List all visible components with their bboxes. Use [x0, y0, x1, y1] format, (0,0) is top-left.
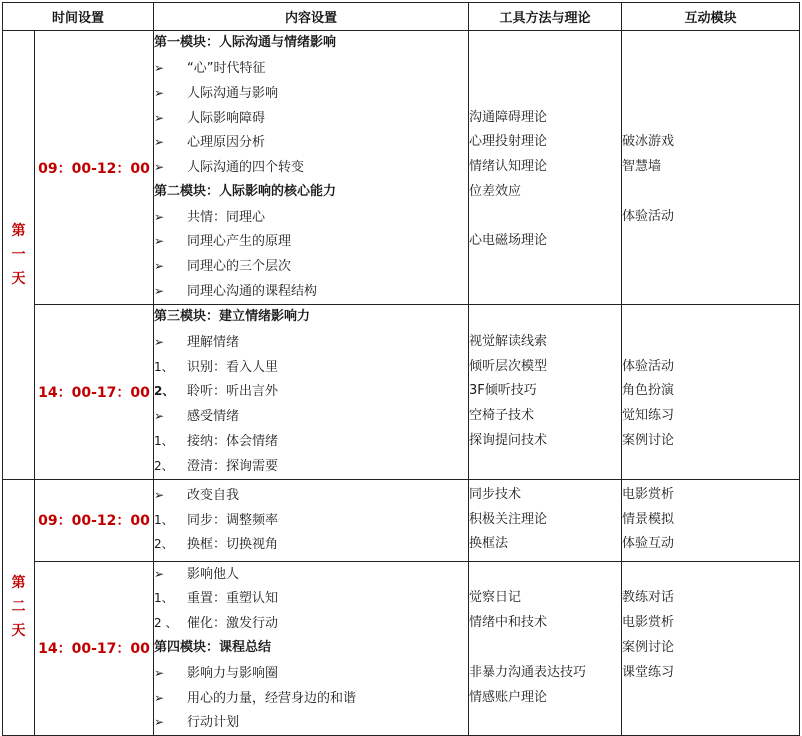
content-item: [154, 686, 468, 711]
activity-item: 情景模拟: [622, 511, 675, 527]
tool-item: [469, 636, 621, 661]
content-text: 人际影响障碍: [187, 110, 266, 126]
activity-item: 案例讨论: [622, 432, 675, 448]
session-row: [3, 561, 800, 736]
session-time: 09：00-12：00: [35, 31, 154, 305]
tool-item: 换框法: [469, 536, 509, 552]
content-text: 识别：看入人里: [187, 359, 279, 375]
header-time: 时间设置: [3, 3, 154, 31]
content-text: 人际沟通的四个转变: [187, 160, 305, 176]
arrow-bullet-icon: ➢: [154, 160, 165, 175]
header-row: [3, 3, 800, 31]
tool-item: [469, 31, 621, 56]
session-time: 09：00-12：00: [35, 479, 154, 561]
tool-item: 积极关注理论: [469, 511, 548, 527]
tool-item: [469, 562, 621, 587]
content-text: 第一模块：人际沟通与情绪影响: [154, 35, 337, 51]
session-row: [3, 305, 800, 480]
list-number: 2、: [154, 458, 174, 473]
activity-item: [622, 562, 799, 587]
activity-item: [622, 710, 799, 735]
list-number: 2 、: [154, 616, 178, 631]
content-item: [154, 586, 468, 611]
tool-item: 觉察日记: [469, 590, 522, 606]
session-time: 14：00-17：00: [35, 305, 154, 480]
tool-item: 心理投射理论: [469, 134, 548, 150]
content-text: 澄清：探询需要: [187, 458, 279, 474]
activity-item: 电影赏析: [622, 615, 675, 631]
content-text: “心”时代特征: [187, 60, 266, 76]
content-item: [154, 81, 468, 106]
content-item: [154, 379, 468, 404]
header-activity: 互动模块: [622, 3, 800, 31]
content-text: 改变自我: [187, 487, 240, 503]
content-text: 第三模块：建立情绪影响力: [154, 309, 311, 324]
module-title: [154, 636, 468, 661]
content-cell: [154, 305, 469, 480]
header-tools: 工具方法与理论: [469, 3, 622, 31]
content-cell: [154, 479, 469, 561]
tool-item: 视觉解读线索: [469, 333, 548, 349]
content-item: [154, 56, 468, 81]
tool-item: [469, 710, 621, 735]
arrow-bullet-icon: ➢: [154, 566, 165, 581]
content-item: [154, 279, 468, 304]
day-label-char: 第: [11, 222, 26, 239]
activity-item: [622, 305, 799, 330]
tool-item: 沟通障碍理论: [469, 109, 548, 125]
tool-item: [469, 279, 621, 304]
activity-item: 体验活动: [622, 208, 675, 224]
list-number: 1、: [154, 512, 174, 527]
tool-item: 情感账户理论: [469, 689, 548, 705]
activity-item: 破冰游戏: [622, 134, 675, 150]
day-label-char: 第: [11, 575, 26, 592]
content-item: [154, 254, 468, 279]
activity-item: [622, 330, 799, 355]
activity-item: 课堂练习: [622, 664, 675, 680]
content-item: [154, 429, 468, 454]
tool-item: 3F倾听技巧: [469, 383, 537, 399]
content-text: 影响力与影响圈: [187, 665, 279, 681]
day-label-char: 天: [11, 270, 26, 287]
content-text: 第四模块：课程总结: [154, 639, 272, 655]
activity-item: [622, 279, 799, 304]
arrow-bullet-icon: ➢: [154, 487, 165, 502]
activity-cell: [622, 305, 800, 480]
activity-item: 电影赏析: [622, 486, 675, 502]
arrow-bullet-icon: ➢: [154, 110, 165, 125]
tool-item: [469, 454, 621, 479]
arrow-bullet-icon: ➢: [154, 209, 165, 224]
tool-item: 位差效应: [469, 183, 522, 199]
tool-item: [469, 205, 621, 230]
activity-item: [622, 31, 799, 56]
arrow-bullet-icon: ➢: [154, 715, 165, 730]
content-text: 重置：重塑认知: [187, 591, 279, 607]
tools-cell: [469, 561, 622, 736]
tools-cell: [469, 305, 622, 480]
content-item: [154, 130, 468, 155]
content-text: 人际沟通与影响: [187, 85, 279, 101]
activity-item: [622, 180, 799, 205]
activity-item: [622, 106, 799, 131]
activity-item: 体验互动: [622, 536, 675, 552]
tool-item: 探询提问技术: [469, 432, 548, 448]
tools-cell: [469, 31, 622, 305]
content-item: [154, 205, 468, 230]
content-text: 影响他人: [187, 566, 240, 582]
content-item: [154, 330, 468, 355]
content-item: [154, 155, 468, 180]
content-item: [154, 106, 468, 131]
content-text: 聆听：听出言外: [187, 384, 279, 400]
tool-item: 倾听层次模型: [469, 358, 548, 374]
tool-item: 情绪中和技术: [469, 615, 548, 631]
arrow-bullet-icon: ➢: [154, 234, 165, 249]
header-content: 内容设置: [154, 3, 469, 31]
content-text: 同理心的三个层次: [187, 259, 292, 275]
module-title: [154, 31, 468, 56]
content-text: 同步：调整频率: [187, 512, 279, 528]
activity-item: [622, 229, 799, 254]
content-item: [154, 661, 468, 686]
content-text: 第二模块：人际影响的核心能力: [154, 183, 337, 199]
tool-item: [469, 56, 621, 81]
activity-cell: [622, 561, 800, 736]
content-text: 共情：同理心: [187, 209, 266, 225]
activity-item: [622, 454, 799, 479]
content-item: [154, 562, 468, 587]
arrow-bullet-icon: ➢: [154, 409, 165, 424]
list-number: 2、: [154, 537, 174, 552]
tool-item: 心电磁场理论: [469, 233, 548, 249]
day-label: [3, 479, 35, 736]
content-text: 催化：激发行动: [187, 616, 279, 632]
activity-cell: [622, 479, 800, 561]
arrow-bullet-icon: ➢: [154, 334, 165, 349]
content-item: [154, 532, 468, 557]
arrow-bullet-icon: ➢: [154, 85, 165, 100]
tool-item: [469, 305, 621, 330]
activity-item: [622, 56, 799, 81]
session-time: 14：00-17：00: [35, 561, 154, 736]
day-label: [3, 31, 35, 480]
content-item: [154, 404, 468, 429]
session-row: [3, 31, 800, 305]
arrow-bullet-icon: ➢: [154, 284, 165, 299]
content-text: 同理心产生的原理: [187, 234, 292, 250]
module-title: [154, 180, 468, 205]
content-text: 心理原因分析: [187, 135, 266, 151]
content-cell: [154, 561, 469, 736]
day-label-char: 二: [11, 599, 26, 616]
arrow-bullet-icon: ➢: [154, 135, 165, 150]
content-item: [154, 611, 468, 636]
activity-item: 智慧墙: [622, 159, 662, 175]
tool-item: 空椅子技术: [469, 408, 535, 424]
content-text: 行动计划: [187, 715, 240, 731]
content-item: [154, 229, 468, 254]
arrow-bullet-icon: ➢: [154, 60, 165, 75]
activity-item: 体验活动: [622, 358, 675, 374]
content-text: 同理心沟通的课程结构: [187, 284, 318, 300]
content-cell: [154, 31, 469, 305]
list-number: 1、: [154, 591, 174, 606]
content-item: [154, 483, 468, 508]
arrow-bullet-icon: ➢: [154, 690, 165, 705]
day-label-char: 一: [11, 246, 26, 263]
schedule-table: [2, 2, 800, 736]
list-number: 1、: [154, 433, 174, 448]
activity-cell: [622, 31, 800, 305]
activity-item: [622, 254, 799, 279]
tool-item: 情绪认知理论: [469, 159, 548, 175]
activity-item: [622, 686, 799, 711]
content-item: [154, 710, 468, 735]
module-title: [154, 305, 468, 330]
content-text: 理解情绪: [187, 334, 240, 350]
content-item: [154, 454, 468, 479]
tool-item: 同步技术: [469, 486, 522, 502]
activity-item: 案例讨论: [622, 639, 675, 655]
tool-item: [469, 81, 621, 106]
content-text: 接纳：体会情绪: [187, 433, 279, 449]
arrow-bullet-icon: ➢: [154, 665, 165, 680]
tool-item: [469, 254, 621, 279]
content-item: [154, 355, 468, 380]
activity-item: 教练对话: [622, 590, 675, 606]
session-row: [3, 479, 800, 561]
schedule-body: [3, 31, 800, 736]
tools-cell: [469, 479, 622, 561]
activity-item: [622, 81, 799, 106]
list-number: 2、: [154, 384, 175, 399]
activity-item: 角色扮演: [622, 383, 675, 399]
content-item: [154, 508, 468, 533]
day-label-char: 天: [11, 623, 26, 640]
tool-item: 非暴力沟通表达技巧: [469, 664, 587, 680]
content-text: 感受情绪: [187, 409, 240, 425]
content-text: 换框：切换视角: [187, 537, 279, 553]
list-number: 1、: [154, 359, 174, 374]
activity-item: 觉知练习: [622, 408, 675, 424]
arrow-bullet-icon: ➢: [154, 259, 165, 274]
content-text: 用心的力量，经营身边的和谐: [187, 690, 357, 706]
